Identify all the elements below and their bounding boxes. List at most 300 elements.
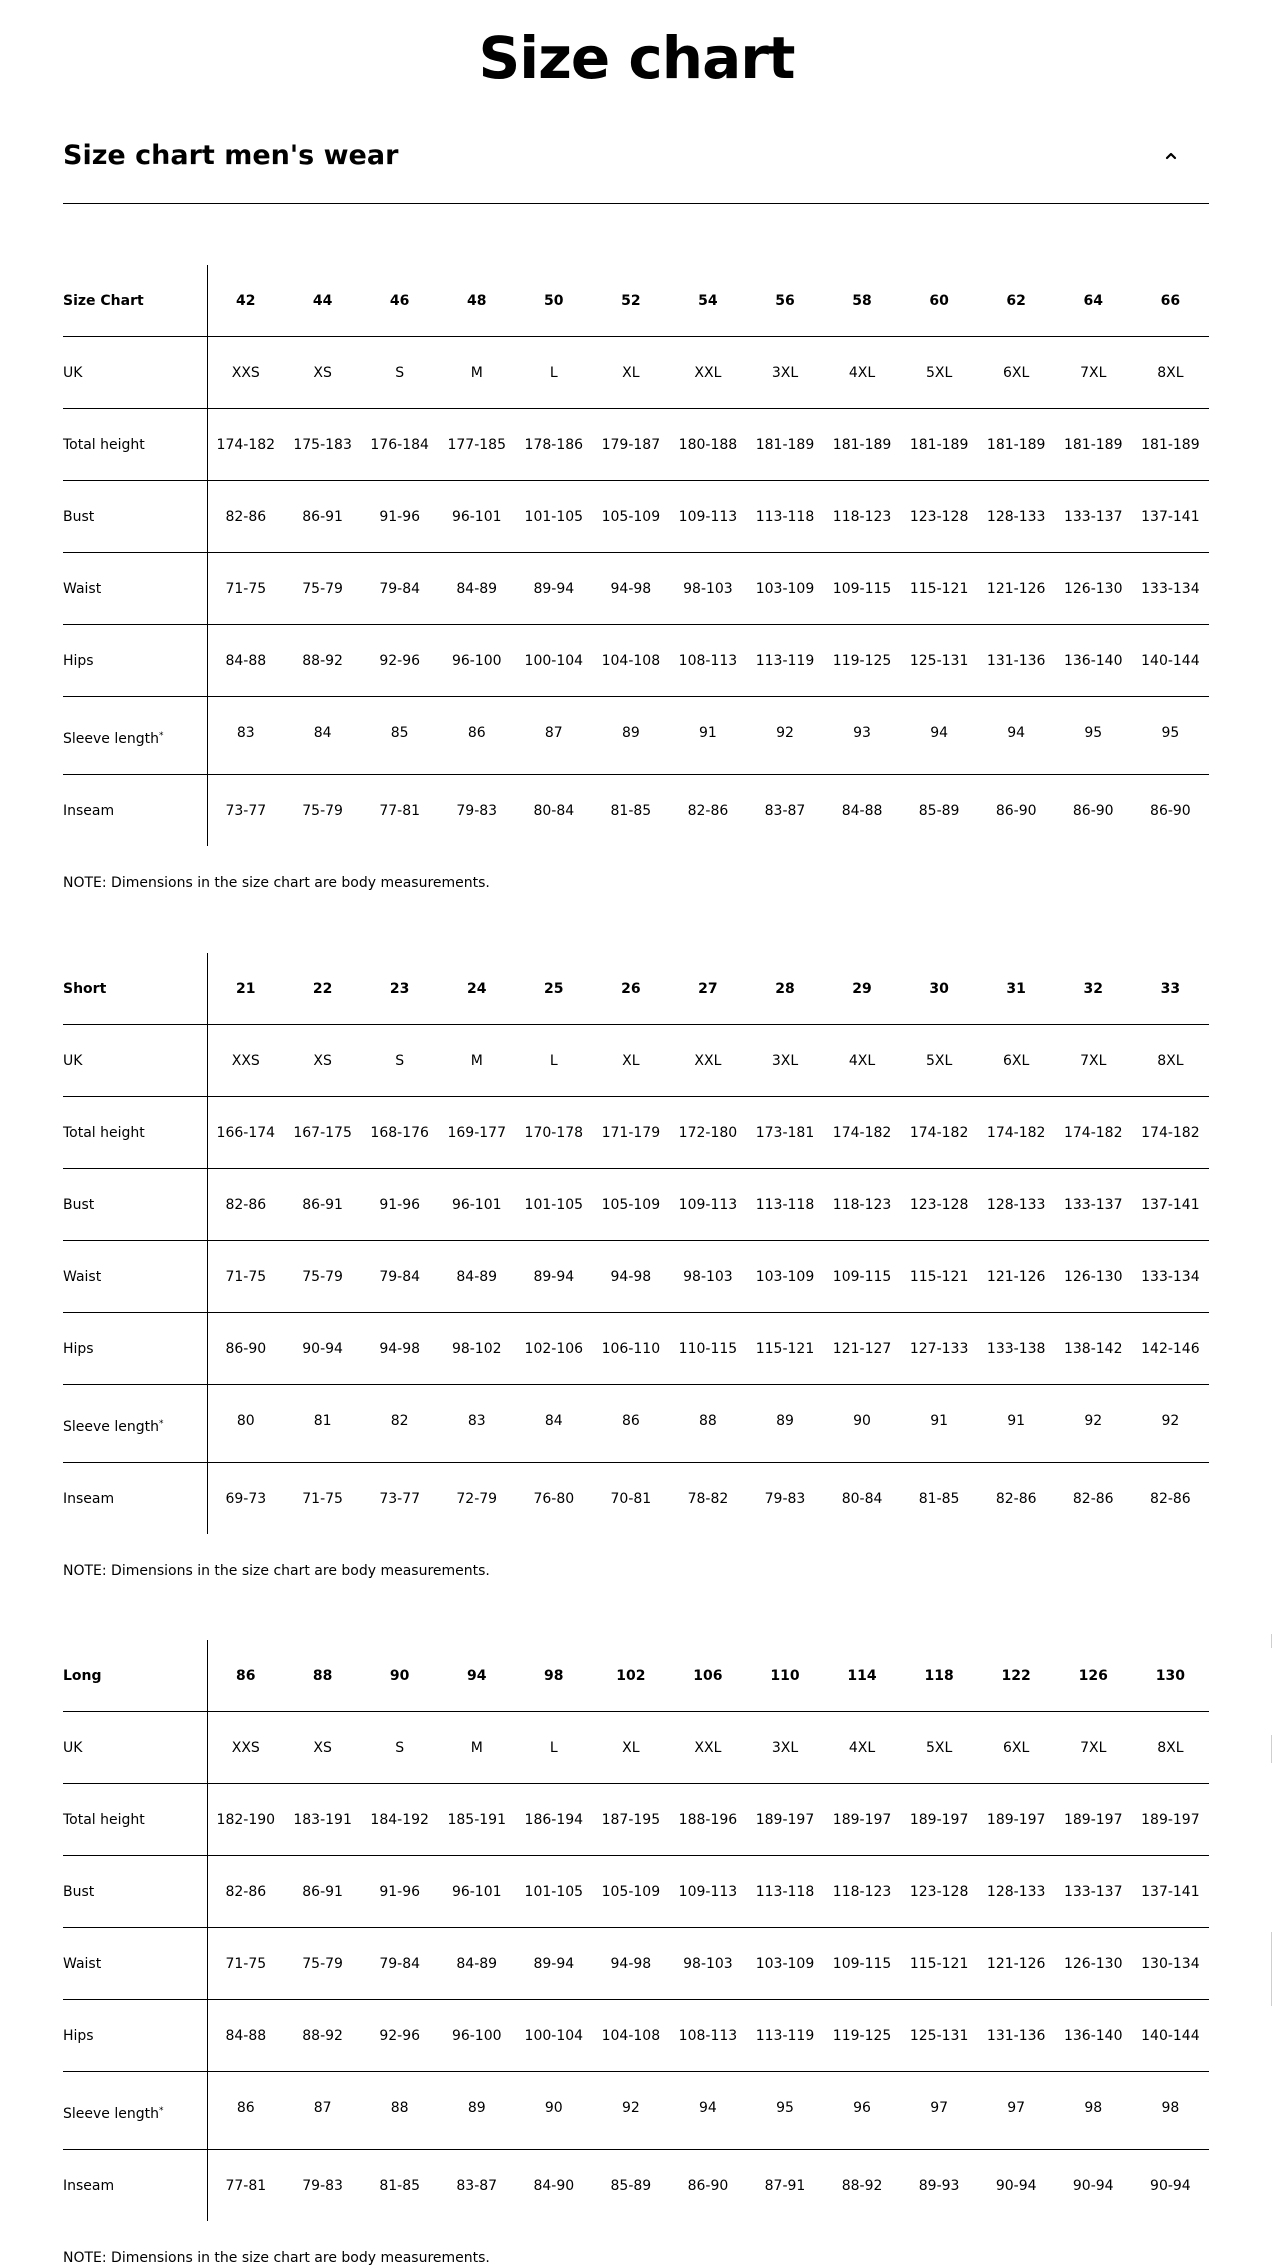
table-cell: 115-121 bbox=[746, 1313, 823, 1385]
table-cell: 131-136 bbox=[978, 2000, 1055, 2072]
table-cell: 189-197 bbox=[1055, 1784, 1132, 1856]
table-cell: 88 bbox=[361, 2072, 438, 2150]
size-header-cell: 60 bbox=[901, 265, 978, 337]
size-table bbox=[63, 1640, 1209, 2221]
size-header-cell: 118 bbox=[901, 1640, 978, 1712]
row-label bbox=[63, 2072, 207, 2150]
table-cell: 138-142 bbox=[1055, 1313, 1132, 1385]
row-label-text: Sleeve length bbox=[63, 1418, 159, 1435]
row-label bbox=[63, 1784, 207, 1856]
table-cell: 78-82 bbox=[687, 1490, 729, 1507]
row-label-text: Hips bbox=[63, 652, 94, 669]
footnote-marker: * bbox=[158, 730, 164, 741]
table-cell: 6XL bbox=[978, 337, 1055, 409]
size-header-cell: 33 bbox=[1132, 953, 1209, 1025]
table-cell: 133-137 bbox=[1055, 481, 1132, 553]
table-row bbox=[63, 2072, 1209, 2150]
table-cell: 100-104 bbox=[515, 625, 592, 697]
table-cell: 175-183 bbox=[284, 409, 361, 481]
table-row bbox=[63, 1928, 1209, 2000]
table-cell: 95 bbox=[1132, 697, 1209, 775]
table-cell: 189-197 bbox=[1132, 1784, 1209, 1856]
footnote-marker: * bbox=[158, 2105, 164, 2116]
table-cell: 105-109 bbox=[592, 481, 669, 553]
table-cell: XXL bbox=[669, 337, 746, 409]
table-row bbox=[63, 409, 1209, 481]
table-cell: 73-77 bbox=[225, 802, 267, 819]
table-cell: 73-77 bbox=[379, 1490, 421, 1507]
table-row bbox=[63, 1712, 1209, 1784]
table-cell: 84-90 bbox=[533, 2177, 575, 2194]
table-cell: 90-94 bbox=[1150, 2177, 1191, 2194]
table-cell: 113-118 bbox=[746, 1856, 823, 1928]
table-cell: 82-86 bbox=[207, 1856, 284, 1928]
table-cell: 115-121 bbox=[901, 1928, 978, 2000]
table-cell: 189-197 bbox=[901, 1784, 978, 1856]
table-cell: 92 bbox=[746, 697, 823, 775]
table-cell: 89-94 bbox=[515, 1241, 592, 1313]
table-cell: 85-89 bbox=[610, 2177, 652, 2194]
size-header-cell: 32 bbox=[1055, 953, 1132, 1025]
table-cell: 89 bbox=[438, 2072, 515, 2150]
row-label bbox=[63, 1169, 207, 1241]
table-cell: 86-91 bbox=[284, 1169, 361, 1241]
table-cell: 123-128 bbox=[901, 1856, 978, 1928]
table-row bbox=[63, 775, 1209, 847]
table-cell: 79-84 bbox=[361, 553, 438, 625]
table-cell: 94 bbox=[901, 697, 978, 775]
size-header-cell: 122 bbox=[978, 1640, 1055, 1712]
table-cell: 127-133 bbox=[901, 1313, 978, 1385]
table-cell: 84 bbox=[515, 1385, 592, 1463]
table-cell: 89 bbox=[592, 697, 669, 775]
table-cell: 91-96 bbox=[361, 481, 438, 553]
table-row bbox=[63, 1856, 1209, 1928]
table-cell: 142-146 bbox=[1132, 1313, 1209, 1385]
size-header-cell: 106 bbox=[669, 1640, 746, 1712]
row-label-text: Inseam bbox=[63, 802, 115, 819]
size-table bbox=[63, 265, 1209, 846]
table-cell: 98-103 bbox=[669, 1241, 746, 1313]
table-cell: 137-141 bbox=[1132, 1169, 1209, 1241]
table-row bbox=[63, 625, 1209, 697]
table-cell: XXS bbox=[207, 337, 284, 409]
table-cell: 86-91 bbox=[284, 1856, 361, 1928]
table-cell: 6XL bbox=[978, 1712, 1055, 1784]
table-cell: 8XL bbox=[1132, 337, 1209, 409]
table-cell: 91 bbox=[978, 1385, 1055, 1463]
table-cell: 189-197 bbox=[746, 1784, 823, 1856]
size-header-cell: 64 bbox=[1055, 265, 1132, 337]
table-cell: 172-180 bbox=[669, 1097, 746, 1169]
table-cell: 79-83 bbox=[302, 2177, 343, 2194]
table-cell: 101-105 bbox=[515, 1169, 592, 1241]
table-cell: 123-128 bbox=[901, 481, 978, 553]
table-cell: 82-86 bbox=[207, 481, 284, 553]
table-cell: 137-141 bbox=[1132, 481, 1209, 553]
table-cell: 84-88 bbox=[841, 802, 883, 819]
size-header-cell: 110 bbox=[746, 1640, 823, 1712]
table-cell: 7XL bbox=[1055, 1025, 1132, 1097]
table-cell: 84-89 bbox=[438, 1928, 515, 2000]
table-cell: 91-96 bbox=[361, 1169, 438, 1241]
table-cell: 184-192 bbox=[361, 1784, 438, 1856]
table-row bbox=[63, 2150, 1209, 2222]
table-cell: 130-134 bbox=[1132, 1928, 1209, 2000]
table-header-label: Short bbox=[63, 953, 207, 1025]
table-cell: 77-81 bbox=[379, 802, 421, 819]
size-header-cell: 62 bbox=[978, 265, 1055, 337]
table-cell: 98-103 bbox=[669, 553, 746, 625]
size-header-cell: 29 bbox=[824, 953, 901, 1025]
table-cell: 131-136 bbox=[978, 625, 1055, 697]
table-cell: 71-75 bbox=[302, 1490, 343, 1507]
table-cell: 94-98 bbox=[592, 1241, 669, 1313]
table-cell: S bbox=[361, 337, 438, 409]
table-cell: 89 bbox=[746, 1385, 823, 1463]
table-cell: 106-110 bbox=[592, 1313, 669, 1385]
table-cell: 128-133 bbox=[978, 1856, 1055, 1928]
table-cell: 180-188 bbox=[669, 409, 746, 481]
table-cell: 85 bbox=[361, 697, 438, 775]
table-cell: XXS bbox=[207, 1025, 284, 1097]
table-cell: XL bbox=[592, 1025, 669, 1097]
table-cell: 121-126 bbox=[978, 1928, 1055, 2000]
table-cell: 115-121 bbox=[901, 1241, 978, 1313]
table-cell: 77-81 bbox=[225, 2177, 267, 2194]
table-cell: 83-87 bbox=[456, 2177, 498, 2194]
table-cell: XS bbox=[284, 337, 361, 409]
table-cell: 181-189 bbox=[1055, 409, 1132, 481]
table-cell: 118-123 bbox=[824, 1856, 901, 1928]
table-row bbox=[63, 1385, 1209, 1463]
table-cell: 88-92 bbox=[841, 2177, 883, 2194]
table-cell: 103-109 bbox=[746, 1241, 823, 1313]
table-cell: 85-89 bbox=[918, 802, 960, 819]
row-label-text: Inseam bbox=[63, 1490, 115, 1507]
table-cell: 87 bbox=[284, 2072, 361, 2150]
table-cell: 71-75 bbox=[207, 1241, 284, 1313]
table-header-row bbox=[63, 953, 1209, 1025]
table-cell: 82-86 bbox=[1150, 1490, 1191, 1507]
table-cell: 169-177 bbox=[438, 1097, 515, 1169]
table-cell: 137-141 bbox=[1132, 1856, 1209, 1928]
table-cell: 82-86 bbox=[1072, 1490, 1114, 1507]
row-label-text: UK bbox=[63, 364, 83, 381]
row-label-text: Bust bbox=[63, 1883, 95, 1900]
table-cell: 101-105 bbox=[515, 1856, 592, 1928]
table-cell: 83-87 bbox=[764, 802, 806, 819]
row-label bbox=[63, 1025, 207, 1097]
table-cell: 7XL bbox=[1055, 1712, 1132, 1784]
footnote-marker: * bbox=[158, 1418, 164, 1429]
table-cell: 108-113 bbox=[669, 625, 746, 697]
size-header-cell: 50 bbox=[515, 265, 592, 337]
table-cell: 75-79 bbox=[302, 802, 343, 819]
table-row bbox=[63, 337, 1209, 409]
table-cell: 133-137 bbox=[1055, 1856, 1132, 1928]
size-header-cell: 21 bbox=[207, 953, 284, 1025]
row-label-text: UK bbox=[63, 1739, 83, 1756]
table-cell: 176-184 bbox=[361, 409, 438, 481]
row-label-text: Sleeve length bbox=[63, 730, 159, 747]
table-cell: 71-75 bbox=[207, 1928, 284, 2000]
table-cell: 75-79 bbox=[284, 553, 361, 625]
scroll-edge-mark bbox=[1271, 1634, 1272, 1648]
row-label-text: Total height bbox=[63, 1811, 145, 1828]
table-cell: 113-119 bbox=[746, 625, 823, 697]
table-row bbox=[63, 1097, 1209, 1169]
table-cell: 179-187 bbox=[592, 409, 669, 481]
table-cell: 133-137 bbox=[1055, 1169, 1132, 1241]
table-cell: 7XL bbox=[1055, 337, 1132, 409]
size-table bbox=[63, 953, 1209, 1534]
table-cell: 181-189 bbox=[1132, 409, 1209, 481]
row-label-text: Waist bbox=[63, 1955, 102, 1972]
table-cell: 104-108 bbox=[592, 2000, 669, 2072]
table-cell: 71-75 bbox=[207, 553, 284, 625]
table-cell: 98 bbox=[1132, 2072, 1209, 2150]
table-cell: 101-105 bbox=[515, 481, 592, 553]
table-cell: 126-130 bbox=[1055, 1241, 1132, 1313]
table-cell: 136-140 bbox=[1055, 2000, 1132, 2072]
table-cell: 94-98 bbox=[592, 553, 669, 625]
table-cell: 80 bbox=[207, 1385, 284, 1463]
table-header-label: Long bbox=[63, 1640, 207, 1712]
size-header-cell: 23 bbox=[361, 953, 438, 1025]
size-header-cell: 86 bbox=[207, 1640, 284, 1712]
table-cell: 185-191 bbox=[438, 1784, 515, 1856]
table-cell: 115-121 bbox=[901, 553, 978, 625]
table-cell: 174-182 bbox=[978, 1097, 1055, 1169]
size-header-cell: 94 bbox=[438, 1640, 515, 1712]
table-cell: 110-115 bbox=[669, 1313, 746, 1385]
page-title: Size chart bbox=[478, 24, 795, 92]
table-cell: 102-106 bbox=[515, 1313, 592, 1385]
row-label-text: Total height bbox=[63, 436, 145, 453]
table-cell: 188-196 bbox=[669, 1784, 746, 1856]
table-cell: 96-101 bbox=[438, 1856, 515, 1928]
size-header-cell: 114 bbox=[824, 1640, 901, 1712]
table-cell: 6XL bbox=[978, 1025, 1055, 1097]
table-row bbox=[63, 481, 1209, 553]
table-cell: 94-98 bbox=[592, 1928, 669, 2000]
size-header-cell: 130 bbox=[1132, 1640, 1209, 1712]
table-cell: 189-197 bbox=[824, 1784, 901, 1856]
size-header-cell: 28 bbox=[746, 953, 823, 1025]
table-cell: 89-93 bbox=[918, 2177, 960, 2194]
table-cell: 92 bbox=[592, 2072, 669, 2150]
table-cell: 82-86 bbox=[995, 1490, 1037, 1507]
size-header-cell: 25 bbox=[515, 953, 592, 1025]
table-cell: 128-133 bbox=[978, 481, 1055, 553]
table-cell: 92-96 bbox=[361, 625, 438, 697]
table-cell: 79-83 bbox=[456, 802, 498, 819]
table-cell: 170-178 bbox=[515, 1097, 592, 1169]
row-label bbox=[63, 481, 207, 553]
table-cell: 113-118 bbox=[746, 1169, 823, 1241]
table-cell: 140-144 bbox=[1132, 625, 1209, 697]
table-cell: 88 bbox=[669, 1385, 746, 1463]
table-cell: 69-73 bbox=[225, 1490, 267, 1507]
table-cell: M bbox=[438, 1712, 515, 1784]
table-header-row bbox=[63, 265, 1209, 337]
table-cell: 84 bbox=[284, 697, 361, 775]
table-cell: 5XL bbox=[901, 1025, 978, 1097]
size-header-cell: 27 bbox=[669, 953, 746, 1025]
table-cell: 90 bbox=[824, 1385, 901, 1463]
table-cell: 4XL bbox=[824, 337, 901, 409]
row-label-text: Bust bbox=[63, 508, 95, 525]
row-label bbox=[63, 553, 207, 625]
row-label-text: UK bbox=[63, 1052, 83, 1069]
table-cell: 174-182 bbox=[1132, 1097, 1209, 1169]
table-cell: 96-100 bbox=[438, 2000, 515, 2072]
table-cell: 187-195 bbox=[592, 1784, 669, 1856]
table-cell: 84-88 bbox=[207, 625, 284, 697]
row-label bbox=[63, 697, 207, 775]
table-cell: 174-182 bbox=[901, 1097, 978, 1169]
table-cell: 81-85 bbox=[610, 802, 652, 819]
size-header-cell: 31 bbox=[978, 953, 1055, 1025]
table-cell: 181-189 bbox=[901, 409, 978, 481]
table-cell: 86-90 bbox=[1150, 802, 1191, 819]
table-cell: 94-98 bbox=[361, 1313, 438, 1385]
table-cell: 105-109 bbox=[592, 1169, 669, 1241]
table-cell: 181-189 bbox=[746, 409, 823, 481]
row-label-text: Hips bbox=[63, 2027, 94, 2044]
table-cell: 166-174 bbox=[207, 1097, 284, 1169]
table-cell: 89-94 bbox=[515, 553, 592, 625]
row-label bbox=[63, 775, 207, 847]
table-note: NOTE: Dimensions in the size chart are body measurements. bbox=[63, 1563, 490, 1579]
table-cell: 98-102 bbox=[438, 1313, 515, 1385]
table-cell: 118-123 bbox=[824, 1169, 901, 1241]
table-cell: 92 bbox=[1132, 1385, 1209, 1463]
table-cell: 84-88 bbox=[207, 2000, 284, 2072]
table-cell: 109-115 bbox=[824, 1928, 901, 2000]
size-header-cell: 102 bbox=[592, 1640, 669, 1712]
row-label bbox=[63, 409, 207, 481]
table-cell: 86-90 bbox=[995, 802, 1037, 819]
table-cell: 88-92 bbox=[284, 625, 361, 697]
section-title: Size chart men's wear bbox=[63, 140, 399, 171]
table-cell: 133-134 bbox=[1132, 1241, 1209, 1313]
size-header-cell: 98 bbox=[515, 1640, 592, 1712]
table-cell: 186-194 bbox=[515, 1784, 592, 1856]
table-cell: 76-80 bbox=[533, 1490, 575, 1507]
table-cell: L bbox=[515, 1712, 592, 1784]
row-label bbox=[63, 2150, 207, 2222]
table-header-row bbox=[63, 1640, 1209, 1712]
table-cell: 93 bbox=[824, 697, 901, 775]
table-cell: 167-175 bbox=[284, 1097, 361, 1169]
table-cell: 183-191 bbox=[284, 1784, 361, 1856]
table-cell: 109-115 bbox=[824, 553, 901, 625]
table-cell: 109-113 bbox=[669, 1856, 746, 1928]
row-label bbox=[63, 1385, 207, 1463]
row-label bbox=[63, 1463, 207, 1535]
table-row bbox=[63, 553, 1209, 625]
table-cell: 3XL bbox=[746, 1712, 823, 1784]
table-cell: S bbox=[361, 1712, 438, 1784]
table-cell: M bbox=[438, 1025, 515, 1097]
size-header-cell: 90 bbox=[361, 1640, 438, 1712]
chevron-up-icon[interactable] bbox=[1161, 146, 1181, 166]
table-cell: 81 bbox=[284, 1385, 361, 1463]
table-row bbox=[63, 1463, 1209, 1535]
size-header-cell: 126 bbox=[1055, 1640, 1132, 1712]
table-cell: 75-79 bbox=[284, 1928, 361, 2000]
table-cell: M bbox=[438, 337, 515, 409]
table-cell: 100-104 bbox=[515, 2000, 592, 2072]
table-cell: 81-85 bbox=[379, 2177, 421, 2194]
table-cell: 84-89 bbox=[438, 1241, 515, 1313]
table-row bbox=[63, 1025, 1209, 1097]
section-accordion-header[interactable] bbox=[63, 128, 1209, 204]
table-cell: 118-123 bbox=[824, 481, 901, 553]
table-cell: 96 bbox=[824, 2072, 901, 2150]
table-cell: 5XL bbox=[901, 1712, 978, 1784]
size-header-cell: 26 bbox=[592, 953, 669, 1025]
size-header-cell: 54 bbox=[669, 265, 746, 337]
row-label-text: Sleeve length bbox=[63, 2105, 159, 2122]
size-header-cell: 42 bbox=[207, 265, 284, 337]
size-header-cell: 44 bbox=[284, 265, 361, 337]
table-row bbox=[63, 2000, 1209, 2072]
table-cell: 5XL bbox=[901, 337, 978, 409]
table-cell: 97 bbox=[978, 2072, 1055, 2150]
table-cell: XXL bbox=[669, 1025, 746, 1097]
table-cell: 86-90 bbox=[687, 2177, 729, 2194]
table-cell: 80-84 bbox=[841, 1490, 883, 1507]
table-cell: 8XL bbox=[1132, 1712, 1209, 1784]
table-cell: 121-127 bbox=[824, 1313, 901, 1385]
table-cell: 174-182 bbox=[1055, 1097, 1132, 1169]
table-cell: S bbox=[361, 1025, 438, 1097]
table-cell: 94 bbox=[669, 2072, 746, 2150]
row-label-text: Waist bbox=[63, 580, 102, 597]
table-cell: 178-186 bbox=[515, 409, 592, 481]
table-cell: 96-101 bbox=[438, 481, 515, 553]
table-cell: 79-84 bbox=[361, 1928, 438, 2000]
table-cell: 88-92 bbox=[284, 2000, 361, 2072]
table-cell: XL bbox=[592, 1712, 669, 1784]
size-header-cell: 22 bbox=[284, 953, 361, 1025]
table-cell: 8XL bbox=[1132, 1025, 1209, 1097]
table-cell: 91 bbox=[669, 697, 746, 775]
table-cell: 79-83 bbox=[764, 1490, 806, 1507]
size-header-cell: 56 bbox=[746, 265, 823, 337]
table-cell: 103-109 bbox=[746, 1928, 823, 2000]
table-cell: 80-84 bbox=[533, 802, 575, 819]
table-cell: 91 bbox=[901, 1385, 978, 1463]
table-cell: 72-79 bbox=[456, 1490, 498, 1507]
table-cell: 86-90 bbox=[207, 1313, 284, 1385]
table-cell: 86 bbox=[438, 697, 515, 775]
table-cell: 82 bbox=[361, 1385, 438, 1463]
table-cell: 98-103 bbox=[669, 1928, 746, 2000]
row-label-text: Inseam bbox=[63, 2177, 115, 2194]
table-cell: 90-94 bbox=[995, 2177, 1037, 2194]
table-cell: 82-86 bbox=[207, 1169, 284, 1241]
table-row bbox=[63, 1784, 1209, 1856]
row-label bbox=[63, 625, 207, 697]
scroll-edge-mark bbox=[1271, 1735, 1272, 1763]
table-cell: 105-109 bbox=[592, 1856, 669, 1928]
table-cell: 95 bbox=[746, 2072, 823, 2150]
table-cell: 182-190 bbox=[207, 1784, 284, 1856]
